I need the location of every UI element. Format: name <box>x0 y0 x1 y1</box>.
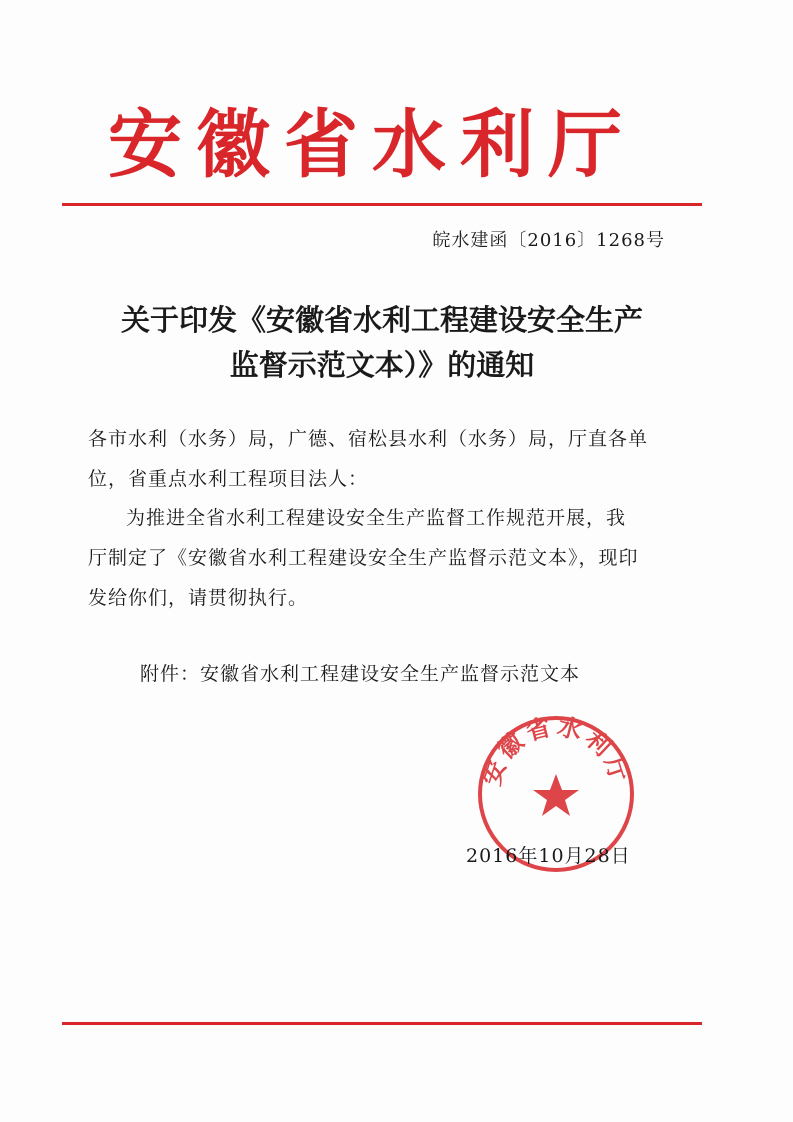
footer-red-rule <box>62 1022 702 1025</box>
addressee-line-2: 位，省重点水利工程项目法人： <box>88 468 369 490</box>
body-paragraph-line-1: 为推进全省水利工程建设安全生产监督工作规范开展，我 <box>126 507 627 529</box>
document-title-line-1: 关于印发《安徽省水利工程建设安全生产 <box>120 303 643 337</box>
addressee-line-1: 各市水利（水务）局，广德、宿松县水利（水务）局，厅直各单 <box>88 428 649 450</box>
issuer-header: 安徽省水利厅 <box>108 102 636 188</box>
attachment-line: 附件：安徽省水利工程建设安全生产监督示范文本 <box>140 663 581 685</box>
document-date: 2016年10月28日 <box>466 845 631 867</box>
header-red-rule <box>62 203 702 206</box>
seal-text: 安徽省水利厅 <box>476 712 636 789</box>
document-number: 皖水建函〔2016〕1268号 <box>432 230 665 251</box>
body-paragraph-line-2: 厅制定了《安徽省水利工程建设安全生产监督示范文本》，现印 <box>88 547 639 569</box>
body-paragraph-line-3: 发给你们，请贯彻执行。 <box>88 587 309 609</box>
document-title-line-2: 监督示范文本）》的通知 <box>229 348 535 382</box>
